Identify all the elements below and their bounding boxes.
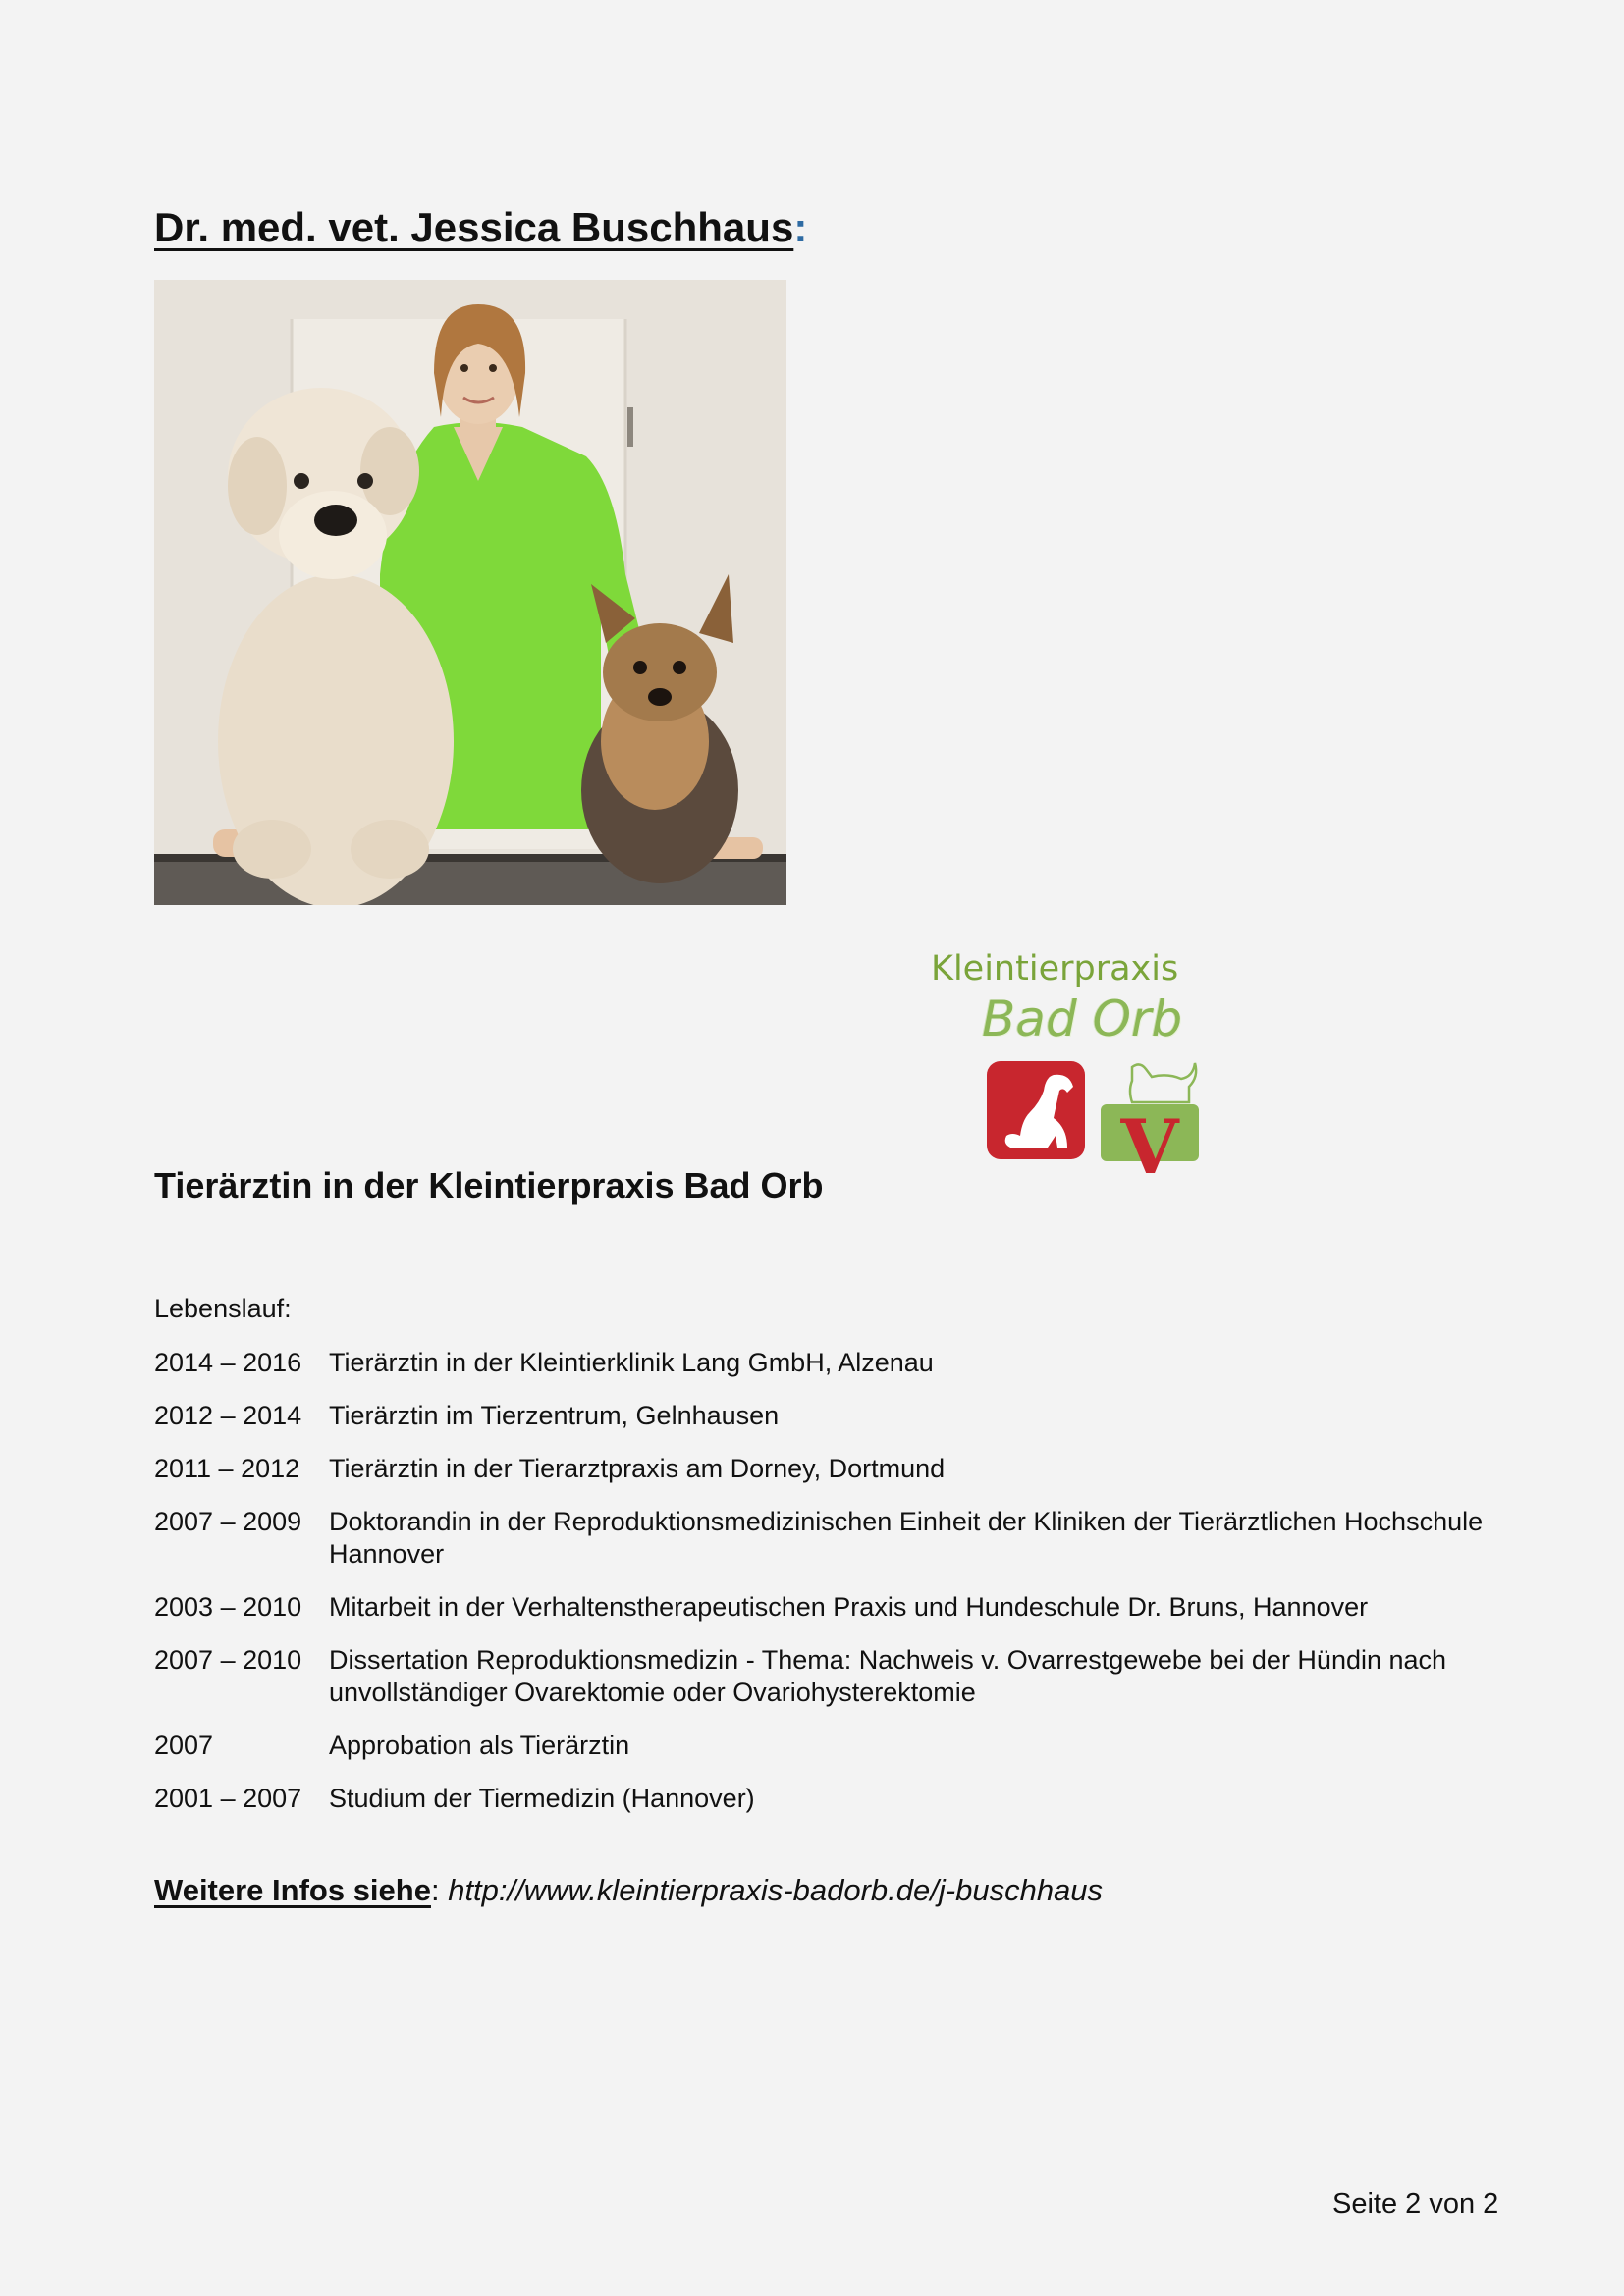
logo-text-line2: Bad Orb	[982, 990, 1183, 1047]
more-info-label: Weitere Infos siehe	[154, 1873, 431, 1907]
cv-entry-years: 2007 – 2010	[154, 1645, 302, 1675]
cv-list	[154, 1347, 1529, 1836]
cv-entry	[154, 1730, 1529, 1762]
page-title	[154, 200, 807, 255]
cv-entry-text: Mitarbeit in der Verhaltenstherapeutischen Praxis und Hundeschule Dr. Bruns, Hannover	[329, 1592, 1369, 1622]
cv-entry	[154, 1347, 1529, 1379]
cv-entry-text: Tierärztin im Tierzentrum, Gelnhausen	[329, 1401, 780, 1430]
cv-entry-years: 2011 – 2012	[154, 1454, 300, 1483]
cv-entry-text: Doktorandin in der Reproduktionsmedizinischen Einheit der Kliniken der Tierärztlichen Hochschule Hannover	[329, 1507, 1484, 1569]
cv-entry	[154, 1453, 1529, 1485]
logo-emblem-icon	[985, 1057, 1211, 1180]
cv-entry-text: Studium der Tiermedizin (Hannover)	[329, 1784, 755, 1813]
cv-entry-years: 2007 – 2009	[154, 1507, 302, 1536]
page-number: Seite 2 von 2	[1332, 2188, 1499, 2219]
logo-emblem-letter: V	[1120, 1103, 1179, 1180]
doctor-name: Dr. med. vet. Jessica Buschhaus	[154, 204, 794, 250]
more-info-separator: :	[430, 1873, 449, 1907]
cv-entry-years: 2003 – 2010	[154, 1592, 302, 1622]
cv-entry-text: Dissertation Reproduktionsmedizin - Thema: Nachweis v. Ovarrestgewebe bei der Hündin nach unvollständiger Ovarektomie oder Ovariohysterektomie	[329, 1645, 1447, 1707]
cv-entry-years: 2007	[154, 1731, 214, 1760]
cv-entry-years: 2014 – 2016	[154, 1348, 302, 1377]
cv-heading: Lebenslauf:	[154, 1294, 292, 1323]
logo-text-line1: Kleintierpraxis	[931, 949, 1179, 988]
portrait-photo	[154, 280, 786, 905]
cv-entry	[154, 1644, 1529, 1709]
cv-entry	[154, 1400, 1529, 1432]
cv-entry	[154, 1591, 1529, 1624]
position-subtitle: Tierärztin in der Kleintierpraxis Bad Orb	[154, 1165, 824, 1205]
cv-entry-text: Tierärztin in der Kleintierklinik Lang GmbH, Alzenau	[329, 1348, 934, 1377]
cv-entry	[154, 1506, 1529, 1571]
cv-entry-years: 2012 – 2014	[154, 1401, 302, 1430]
cv-entry-text: Approbation als Tierärztin	[329, 1731, 630, 1760]
more-info	[154, 1871, 1103, 1910]
more-info-url[interactable]: http://www.kleintierpraxis-badorb.de/j-buschhaus	[448, 1873, 1104, 1907]
cv-entry-years: 2001 – 2007	[154, 1784, 302, 1813]
practice-logo	[928, 947, 1213, 1193]
title-colon: :	[793, 204, 808, 250]
cv-entry-text: Tierärztin in der Tierarztpraxis am Dorney, Dortmund	[329, 1454, 946, 1483]
cv-entry	[154, 1783, 1529, 1815]
